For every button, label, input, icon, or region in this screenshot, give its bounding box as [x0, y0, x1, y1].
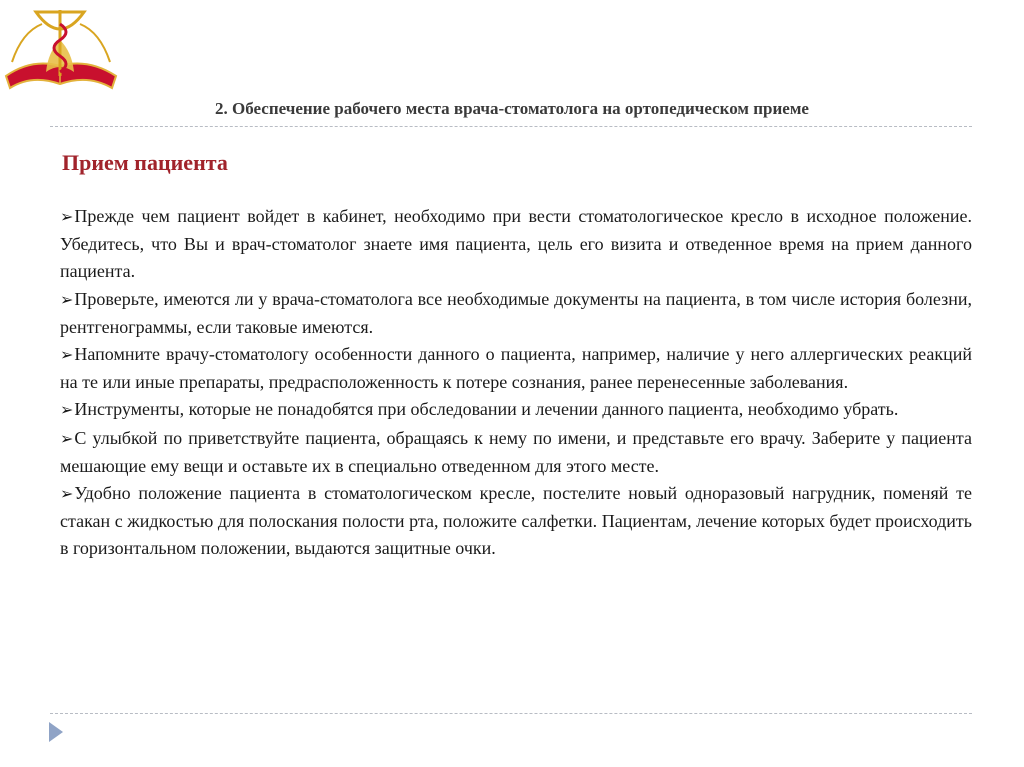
list-item [60, 425, 972, 480]
bullet-arrow-icon: ➢ [60, 430, 74, 448]
list-item-text: Инструменты, которые не понадобятся при обследовании и лечении данного пациента, необходимо убрать. [74, 399, 899, 420]
section-title: Прием пациента [62, 150, 228, 175]
slide-title: 2. Обеспечение рабочего места врача-стоматолога на ортопедическом приеме [215, 99, 809, 118]
list-item [60, 480, 972, 563]
bullet-arrow-icon: ➢ [60, 402, 74, 420]
bullet-list [60, 203, 972, 563]
list-item [60, 203, 972, 286]
bullet-arrow-icon: ➢ [60, 291, 74, 309]
medical-emblem-icon [2, 2, 120, 92]
list-item-text: Напомните врачу-стоматологу особенности данного о пациента, например, наличие у него аллергических реакций на те или иные препараты, предрасположенность к потере сознания, ранее перенесенные заболевания. [60, 344, 972, 393]
bullet-arrow-icon: ➢ [60, 486, 74, 504]
list-item-text: С улыбкой по приветствуйте пациента, обращаясь к нему по имени, и представьте его врачу. Заберите у пациента мешающие ему вещи и оставьте их в специально отведенном для этого месте. [60, 427, 972, 476]
list-item [60, 341, 972, 396]
footer-divider [50, 713, 972, 714]
list-item [60, 396, 972, 424]
bullet-arrow-icon: ➢ [60, 209, 74, 226]
list-item [60, 286, 972, 341]
triangle-right-icon[interactable] [47, 720, 65, 744]
bullet-arrow-icon: ➢ [60, 347, 74, 365]
header-divider [50, 126, 972, 127]
list-item-text: Прежде чем пациент войдет в кабинет, необходимо при вести стоматологическое кресло в исходное положение. Убедитесь, что Вы и врач-стоматолог знаете имя пациента, цель его визита и отведенное время на прием данного пациента. [60, 206, 972, 282]
list-item-text: Удобно положение пациента в стоматологическом кресле, постелите новый одноразовый нагрудник, поменяй те стакан с жидкостью для полоскания полости рта, положите салфетки. Пациентам, лечение которых будет происходить в горизонтальном положении, выдаются защитные очки. [60, 483, 972, 559]
list-item-text: Проверьте, имеются ли у врача-стоматолога все необходимые документы на пациента, в том числе история болезни, рентгенограммы, если таковые имеются. [60, 288, 972, 337]
